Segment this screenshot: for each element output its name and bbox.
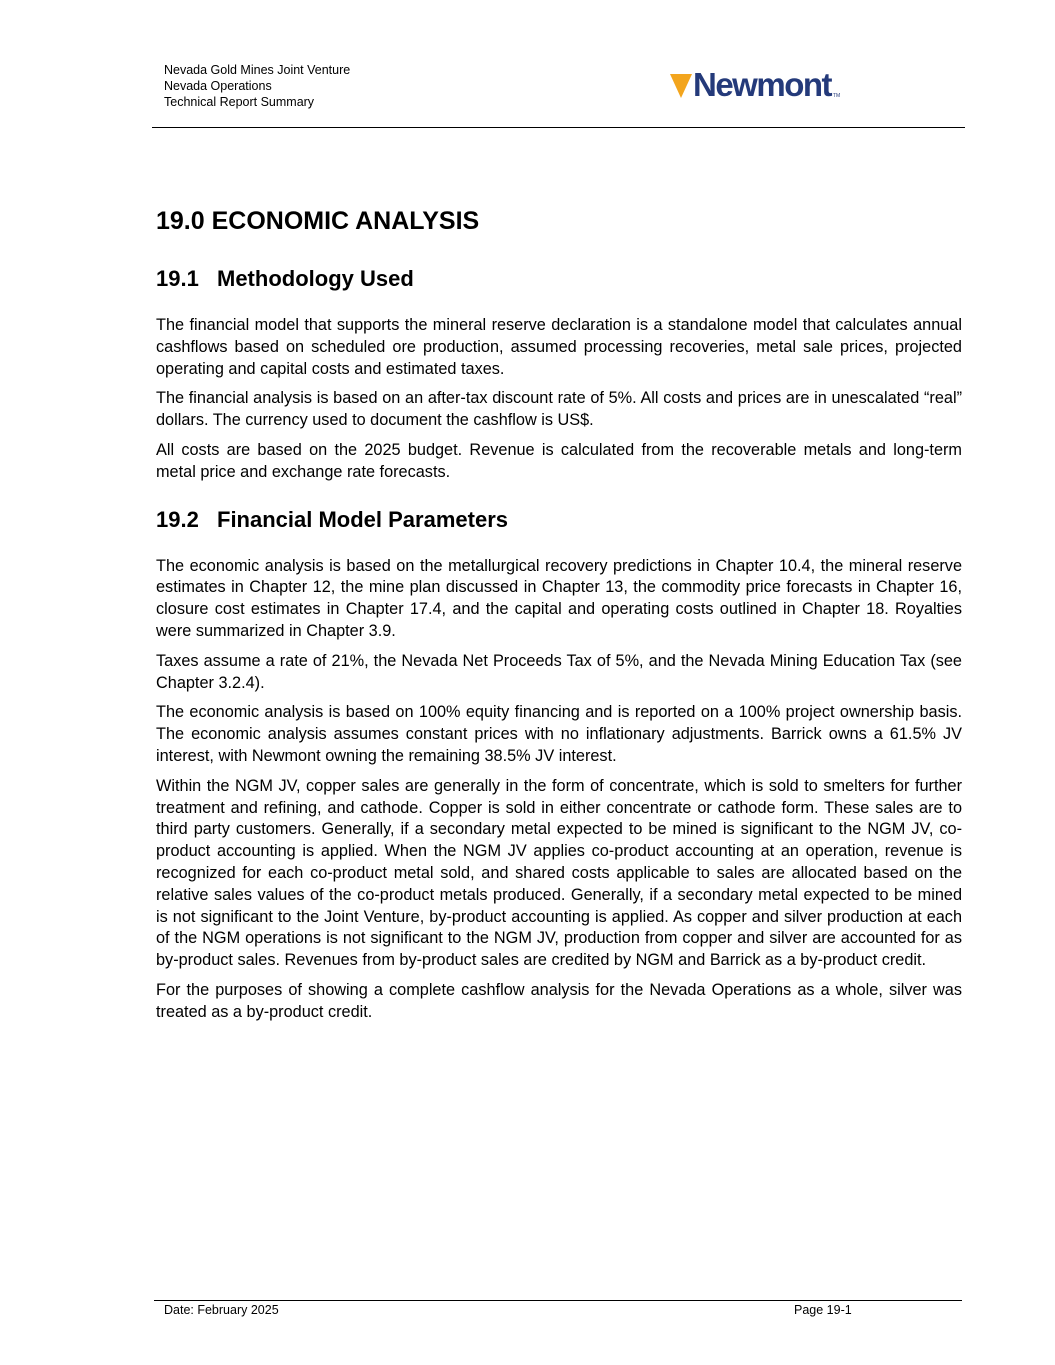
section-heading (156, 264, 962, 294)
logo-triangle-icon (670, 74, 692, 98)
paragraph: The financial model that supports the mineral reserve declaration is a standalone model that calculates annual cashflows based on scheduled ore production, assumed processing recoveries, metal sale prices, projected operating and capital costs and estimated taxes. (156, 316, 962, 378)
section-number: 19.1 (156, 266, 199, 291)
logo-trademark: TM (833, 93, 841, 99)
section-heading (156, 505, 962, 535)
header-line-company: Nevada Gold Mines Joint Venture (164, 63, 351, 77)
section-methodology (156, 264, 962, 484)
page-header (164, 62, 964, 110)
section-title: Methodology Used (217, 266, 414, 291)
footer-page-number: Page 19-1 (794, 1303, 852, 1317)
header-line-report: Technical Report Summary (164, 95, 315, 109)
paragraph: The economic analysis is based on the metallurgical recovery predictions in Chapter 10.4, the mineral reserve estimates in Chapter 12, the mine plan discussed in Chapter 13, the commodity price forecasts in Chapter 16, closure cost estimates in Chapter 17.4, and the capital and operating costs outlined in Chapter 18. Royalties were summarized in Chapter 3.9. (156, 556, 962, 640)
section-financial-model (156, 505, 962, 1024)
footer-divider (154, 1300, 962, 1301)
section-title: Financial Model Parameters (217, 506, 508, 532)
paragraph: Taxes assume a rate of 21%, the Nevada Net Proceeds Tax of 5%, and the Nevada Mining Education Tax (see Chapter 3.2.4). (156, 651, 962, 692)
paragraph: The financial analysis is based on an after-tax discount rate of 5%. All costs and prices are in unescalated “real” dollars. The currency used to document the cashflow is US$. (156, 389, 962, 430)
newmont-logo (670, 68, 840, 101)
header-text (164, 62, 964, 110)
logo-wordmark: Newmont (693, 66, 831, 103)
paragraph: The economic analysis is based on 100% equity financing and is reported on a 100% project ownership basis. The economic analysis assumes constant prices with no inflationary adjustments. Barrick owns a 61.5% JV interest, with Newmont owning the remaining 38.5% JV interest. (156, 703, 962, 765)
section-number: 19.2 (156, 506, 199, 532)
footer-date: Date: February 2025 (164, 1303, 279, 1317)
paragraph: All costs are based on the 2025 budget. Revenue is calculated from the recoverable metals and long-term metal price and exchange rate forecasts. (156, 440, 962, 481)
page-body (156, 204, 962, 1032)
paragraph: For the purposes of showing a complete cashflow analysis for the Nevada Operations as a whole, silver was treated as a by-product credit. (156, 980, 962, 1021)
chapter-title: 19.0 ECONOMIC ANALYSIS (156, 207, 480, 235)
header-line-operations: Nevada Operations (164, 79, 272, 93)
paragraph: Within the NGM JV, copper sales are generally in the form of concentrate, which is sold to smelters for further treatment and refining, and cathode. Copper is sold in either concentrate or cathode form. These sales are to third party customers. Generally, if a secondary metal expected to be mined is significant to the NGM JV, co-product accounting is applied. When the NGM JV applies co-product accounting at an operation, revenue is recognized for each co-product metal sold, and shared costs applicable to sales are allocated based on the relative sales values of the co-product metals produced. Generally, if a secondary metal expected to be mined is not significant to the Joint Venture, by-product accounting is applied. As copper and silver production at each of the NGM operations is not significant to the NGM JV, production from copper and silver are accounted for as by-product sales. Revenues from by-product sales are credited by NGM and Barrick as a by-product credit. (156, 776, 962, 970)
header-divider (152, 127, 965, 128)
